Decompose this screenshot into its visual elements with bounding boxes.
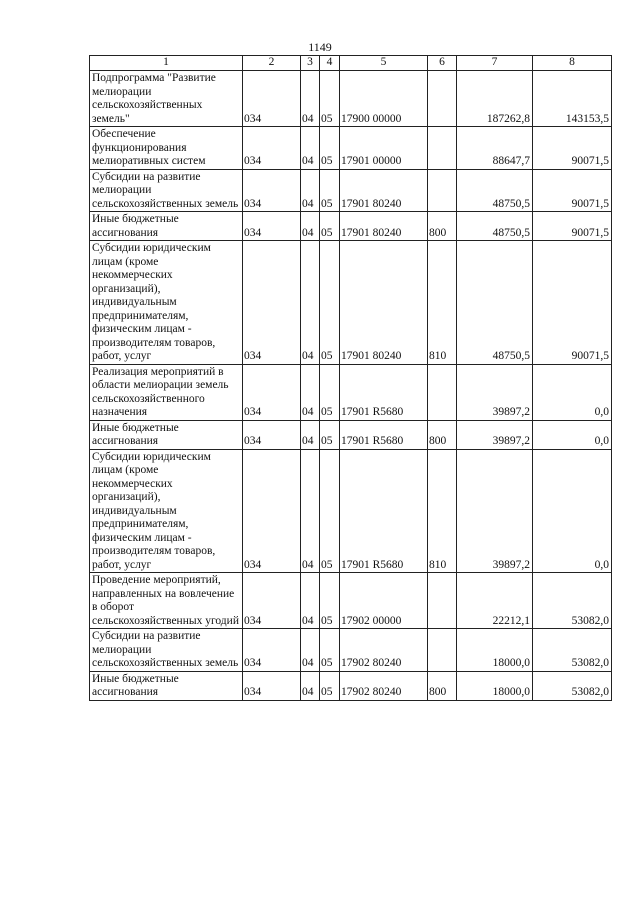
amount-year-1: 22212,1 (457, 573, 533, 629)
table-row (90, 241, 612, 365)
amount-year-2: 90071,5 (533, 127, 612, 170)
budget-table (89, 55, 612, 701)
amount-year-2: 0,0 (533, 364, 612, 420)
ministry-code: 034 (243, 127, 301, 170)
table-row (90, 671, 612, 700)
expense-type-code: 800 (428, 420, 457, 449)
row-name: Иные бюджетные ассигнования (90, 420, 243, 449)
section-code: 04 (301, 71, 320, 127)
page-number: 1149 (308, 40, 332, 54)
column-header: 2 (243, 56, 301, 71)
target-code: 17901 R5680 (340, 449, 428, 573)
expense-type-code: 810 (428, 449, 457, 573)
amount-year-1: 48750,5 (457, 212, 533, 241)
expense-type-code (428, 169, 457, 212)
expense-type-code (428, 629, 457, 672)
table-row (90, 169, 612, 212)
ministry-code: 034 (243, 71, 301, 127)
amount-year-1: 48750,5 (457, 169, 533, 212)
expense-type-code: 800 (428, 212, 457, 241)
amount-year-1: 88647,7 (457, 127, 533, 170)
row-name: Подпрограмма "Развитие мелиорации сельскохозяйственных земель" (90, 71, 243, 127)
target-code: 17901 R5680 (340, 420, 428, 449)
section-code: 04 (301, 449, 320, 573)
amount-year-2: 53082,0 (533, 573, 612, 629)
subsection-code: 05 (320, 573, 340, 629)
subsection-code: 05 (320, 420, 340, 449)
target-code: 17902 80240 (340, 671, 428, 700)
expense-type-code (428, 71, 457, 127)
subsection-code: 05 (320, 127, 340, 170)
section-code: 04 (301, 629, 320, 672)
column-header: 1 (90, 56, 243, 71)
row-name: Субсидии юридическим лицам (кроме некоммерческих организаций), индивидуальным предпринимателям, физическим лицам - производителям товаров, работ, услуг (90, 449, 243, 573)
table-row (90, 629, 612, 672)
table-row (90, 364, 612, 420)
amount-year-1: 39897,2 (457, 420, 533, 449)
ministry-code: 034 (243, 241, 301, 365)
column-header: 6 (428, 56, 457, 71)
budget-table-body (90, 71, 612, 701)
ministry-code: 034 (243, 449, 301, 573)
target-code: 17901 80240 (340, 169, 428, 212)
row-name: Обеспечение функционирования мелиоративных систем (90, 127, 243, 170)
table-row (90, 420, 612, 449)
section-code: 04 (301, 212, 320, 241)
column-header: 4 (320, 56, 340, 71)
amount-year-1: 48750,5 (457, 241, 533, 365)
amount-year-1: 187262,8 (457, 71, 533, 127)
target-code: 17902 80240 (340, 629, 428, 672)
ministry-code: 034 (243, 629, 301, 672)
column-header: 7 (457, 56, 533, 71)
amount-year-2: 90071,5 (533, 169, 612, 212)
amount-year-1: 18000,0 (457, 671, 533, 700)
subsection-code: 05 (320, 364, 340, 420)
table-row (90, 71, 612, 127)
section-code: 04 (301, 169, 320, 212)
row-name: Проведение мероприятий, направленных на вовлечение в оборот сельскохозяйственных угодий (90, 573, 243, 629)
expense-type-code: 810 (428, 241, 457, 365)
target-code: 17901 00000 (340, 127, 428, 170)
table-row (90, 573, 612, 629)
table-row (90, 449, 612, 573)
expense-type-code (428, 127, 457, 170)
subsection-code: 05 (320, 212, 340, 241)
expense-type-code: 800 (428, 671, 457, 700)
expense-type-code (428, 364, 457, 420)
section-code: 04 (301, 241, 320, 365)
subsection-code: 05 (320, 71, 340, 127)
subsection-code: 05 (320, 449, 340, 573)
section-code: 04 (301, 671, 320, 700)
amount-year-2: 0,0 (533, 420, 612, 449)
target-code: 17902 00000 (340, 573, 428, 629)
section-code: 04 (301, 127, 320, 170)
target-code: 17901 80240 (340, 212, 428, 241)
ministry-code: 034 (243, 169, 301, 212)
ministry-code: 034 (243, 212, 301, 241)
subsection-code: 05 (320, 169, 340, 212)
amount-year-2: 53082,0 (533, 671, 612, 700)
target-code: 17901 R5680 (340, 364, 428, 420)
ministry-code: 034 (243, 420, 301, 449)
row-name: Субсидии на развитие мелиорации сельскохозяйственных земель (90, 169, 243, 212)
row-name: Иные бюджетные ассигнования (90, 671, 243, 700)
table-row (90, 212, 612, 241)
target-code: 17900 00000 (340, 71, 428, 127)
amount-year-2: 90071,5 (533, 212, 612, 241)
amount-year-2: 143153,5 (533, 71, 612, 127)
subsection-code: 05 (320, 241, 340, 365)
amount-year-1: 39897,2 (457, 364, 533, 420)
expense-type-code (428, 573, 457, 629)
amount-year-2: 90071,5 (533, 241, 612, 365)
column-header: 3 (301, 56, 320, 71)
ministry-code: 034 (243, 364, 301, 420)
amount-year-2: 0,0 (533, 449, 612, 573)
row-name: Субсидии на развитие мелиорации сельскохозяйственных земель (90, 629, 243, 672)
column-number-row (90, 56, 612, 71)
amount-year-1: 39897,2 (457, 449, 533, 573)
target-code: 17901 80240 (340, 241, 428, 365)
column-header: 5 (340, 56, 428, 71)
section-code: 04 (301, 364, 320, 420)
amount-year-1: 18000,0 (457, 629, 533, 672)
row-name: Субсидии юридическим лицам (кроме некоммерческих организаций), индивидуальным предпринимателям, физическим лицам - производителям товаров, работ, услуг (90, 241, 243, 365)
ministry-code: 034 (243, 671, 301, 700)
row-name: Реализация мероприятий в области мелиорации земель сельскохозяйственного назначения (90, 364, 243, 420)
column-header: 8 (533, 56, 612, 71)
section-code: 04 (301, 420, 320, 449)
subsection-code: 05 (320, 671, 340, 700)
amount-year-2: 53082,0 (533, 629, 612, 672)
ministry-code: 034 (243, 573, 301, 629)
subsection-code: 05 (320, 629, 340, 672)
table-row (90, 127, 612, 170)
section-code: 04 (301, 573, 320, 629)
row-name: Иные бюджетные ассигнования (90, 212, 243, 241)
